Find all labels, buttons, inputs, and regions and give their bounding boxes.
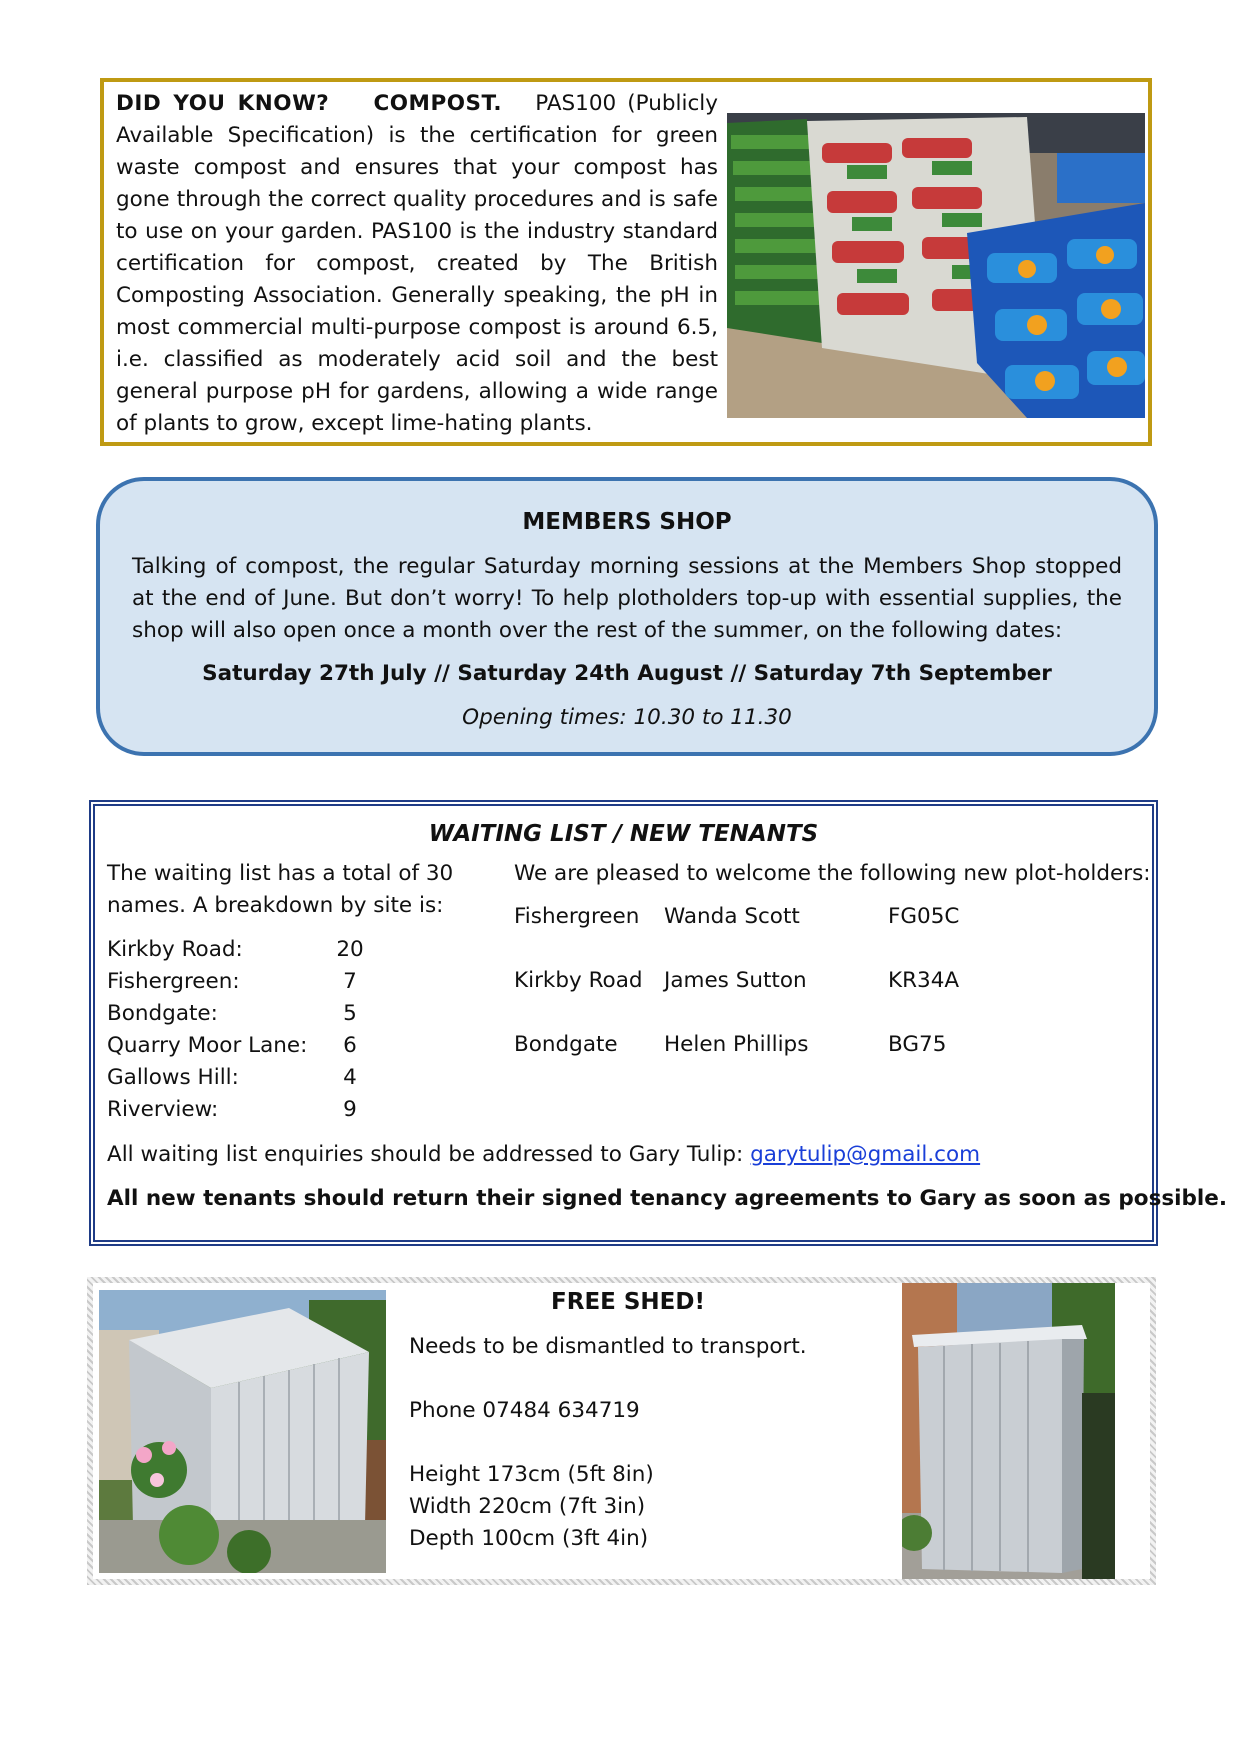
- shed-photo-right: [902, 1283, 1115, 1579]
- free-shed-title: FREE SHED!: [551, 1289, 705, 1315]
- tenant-row: [514, 904, 988, 968]
- tenant-plot: KR34A: [888, 968, 960, 993]
- free-shed-details: [409, 1331, 807, 1555]
- did-you-know-heading: DID YOU KNOW?: [116, 91, 330, 116]
- free-shed-box: [87, 1277, 1156, 1585]
- site-name: Fishergreen:: [107, 969, 240, 994]
- tenant-name: James Sutton: [664, 968, 807, 993]
- site-name: Gallows Hill:: [107, 1065, 239, 1090]
- members-shop-body: Talking of compost, the regular Saturday morning sessions at the Members Shop stopped at the end of June. But don’t worry! To help plotholders top-up with essential supplies, the shop will also open once a month over the rest of the summer, on the following dates:: [132, 554, 1122, 643]
- site-count: 5: [343, 1001, 357, 1026]
- waiting-list-box: [89, 800, 1228, 1246]
- compost-info-box: [100, 78, 1152, 446]
- site-count: 20: [336, 937, 364, 962]
- shed-phone: Phone 07484 634719: [409, 1398, 640, 1423]
- tenant-site: Fishergreen: [514, 904, 640, 929]
- members-shop-title: MEMBERS SHOP: [522, 509, 732, 535]
- shed-depth: Depth 100cm (3ft 4in): [409, 1526, 649, 1551]
- site-count: 6: [343, 1033, 357, 1058]
- free-shed-panel: [93, 1283, 1150, 1579]
- site-row: [107, 1030, 365, 1062]
- tenant-plot: BG75: [888, 1032, 947, 1057]
- compost-paragraph: [116, 88, 718, 440]
- members-shop-hours: Opening times: 10.30 to 11.30: [462, 705, 792, 730]
- site-count: 4: [343, 1065, 357, 1090]
- waiting-list-title: WAITING LIST / NEW TENANTS: [428, 821, 819, 847]
- tenant-name: Wanda Scott: [664, 904, 800, 929]
- tenant-name: Helen Phillips: [664, 1032, 809, 1057]
- site-row: [107, 998, 365, 1030]
- site-name: Bondgate:: [107, 1001, 218, 1026]
- site-count: 7: [343, 969, 357, 994]
- members-shop-box: [96, 477, 1158, 756]
- tenant-row: [514, 968, 988, 1032]
- site-row: [107, 1062, 365, 1094]
- enquiries-line: [107, 1142, 980, 1167]
- shed-width: Width 220cm (7ft 3in): [409, 1494, 646, 1519]
- site-name: Quarry Moor Lane:: [107, 1033, 308, 1058]
- tenant-site: Bondgate: [514, 1032, 618, 1057]
- shed-dismantle-note: Needs to be dismantled to transport.: [409, 1334, 807, 1359]
- site-row: [107, 934, 365, 966]
- tenancy-agreements-notice: All new tenants should return their signed tenancy agreements to Gary as soon as possible.: [107, 1186, 1228, 1211]
- members-shop-dates: Saturday 27th July // Saturday 24th August // Saturday 7th September: [202, 661, 1052, 686]
- tenant-row: [514, 1032, 988, 1096]
- site-name: Riverview:: [107, 1097, 219, 1122]
- site-row: [107, 966, 365, 998]
- shed-height: Height 173cm (5ft 8in): [409, 1462, 654, 1487]
- new-tenants-intro: We are pleased to welcome the following new plot-holders:: [514, 861, 1151, 886]
- tenant-plot: FG05C: [888, 904, 960, 929]
- email-link[interactable]: garytulip@gmail.com: [750, 1142, 981, 1167]
- new-tenants-list: [514, 904, 988, 1096]
- compost-body: PAS100 (Publicly Available Specification) is the certification for green waste compost and ensures that your compost has gone through the correct quality procedures and is safe to use on your garden. PAS100 is the industry standard certification for compost, created by The British Composting Association. Generally speaking, the pH in most commercial multi-purpose compost is around 6.5, i.e. classified as moderately acid soil and the best general purpose pH for gardens, allowing a wide range of plants to grow, except lime-hating plants.: [116, 91, 718, 436]
- tenant-site: Kirkby Road: [514, 968, 643, 993]
- waiting-list-breakdown: [107, 934, 365, 1126]
- waiting-list-intro: The waiting list has a total of 30 names. A breakdown by site is:: [107, 861, 454, 918]
- site-count: 9: [343, 1097, 357, 1122]
- compost-bags-photo: [727, 113, 1145, 418]
- enquiries-text: All waiting list enquiries should be addressed to Gary Tulip:: [107, 1142, 751, 1167]
- site-name: Kirkby Road:: [107, 937, 243, 962]
- site-row: [107, 1094, 365, 1126]
- shed-photo-left: [99, 1290, 386, 1573]
- compost-heading: COMPOST.: [373, 91, 503, 116]
